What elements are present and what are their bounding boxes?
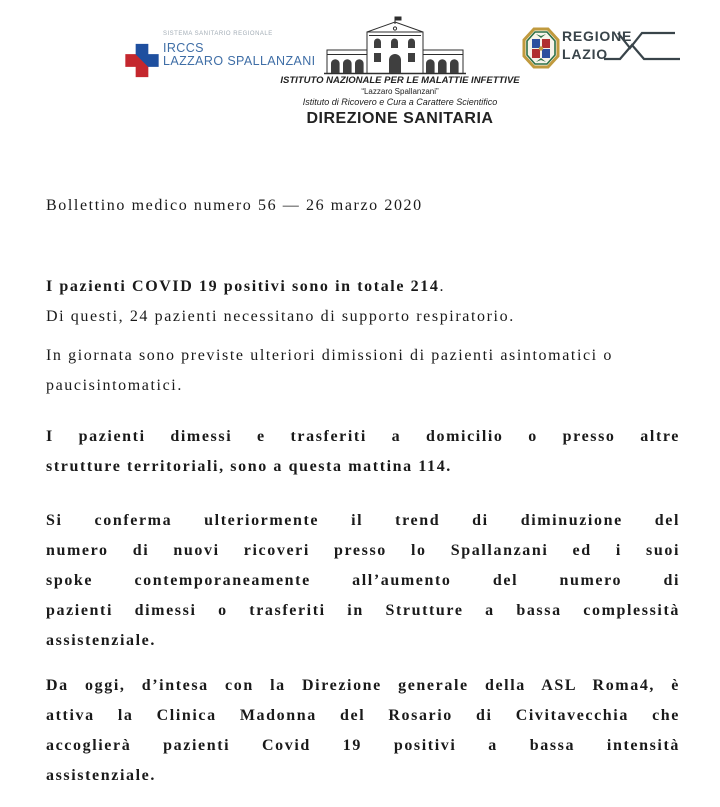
- text-line: [46, 272, 680, 302]
- text-line: assistenziale.: [46, 767, 156, 784]
- text-line: assistenziale.: [46, 632, 156, 649]
- institute-titles: [280, 75, 520, 128]
- direzione-sanitaria-label: DIREZIONE SANITARIA: [306, 110, 494, 127]
- text-line: Si conferma ulteriormente il trend di diminuzione del: [46, 512, 680, 529]
- text-line: strutture territoriali, sono a questa mattina 114.: [46, 458, 452, 475]
- irccs-cross-icon: [122, 40, 162, 81]
- text-line: attiva la Clinica Madonna del Rosario di Civitavecchia che: [46, 707, 680, 724]
- bulletin-title: Bollettino medico numero 56 — 26 marzo 2020: [46, 197, 423, 214]
- text-line: I pazienti dimessi e trasferiti a domicilio o presso altre: [46, 428, 680, 445]
- institute-name: ISTITUTO NAZIONALE PER LE MALATTIE INFETTIVE: [280, 75, 520, 86]
- paragraph-total-positives: [46, 272, 680, 332]
- text-line: paucisintomatici.: [46, 377, 183, 394]
- paragraph-clinica: [46, 671, 680, 791]
- text-line: Da oggi, d’intesa con la Direzione generale della ASL Roma4, è: [46, 677, 680, 694]
- lazio-lines-icon: [562, 28, 688, 64]
- text-line: In giornata sono previste ulteriori dimissioni di pazienti asintomatici o: [46, 347, 613, 364]
- lazio-label: LAZIO: [562, 46, 608, 62]
- bold-statement: I pazienti COVID 19 positivi sono in totale 214: [46, 278, 440, 295]
- text-line: spoke contemporaneamente all’aumento del numero di: [46, 572, 680, 589]
- text-line: pazienti dimessi o trasferiti in Strutture a bassa complessità: [46, 602, 680, 619]
- institute-building-icon: [322, 16, 468, 76]
- text-line: Di questi, 24 pazienti necessitano di supporto respiratorio.: [46, 308, 515, 325]
- text-line: numero di nuovi ricoveri presso lo Spallanzani ed i suoi: [46, 542, 680, 559]
- statement-period: .: [439, 278, 446, 295]
- institute-subtitle: “Lazzaro Spallanzani”: [361, 87, 439, 96]
- lazio-emblem-icon: [522, 27, 560, 69]
- regional-health-caption: SISTEMA SANITARIO REGIONALE: [163, 31, 273, 37]
- irccs-label: IRCCS: [163, 41, 204, 55]
- paragraph-discharged: [46, 422, 680, 482]
- paragraph-dismissions: [46, 341, 680, 401]
- regione-label: REGIONE: [562, 28, 633, 44]
- institute-type: Istituto di Ricovero e Cura a Carattere Scientifico: [302, 97, 498, 107]
- text-line: accoglierà pazienti Covid 19 positivi a bassa intensità: [46, 737, 680, 754]
- spallanzani-label: LAZZARO SPALLANZANI: [163, 54, 316, 68]
- paragraph-trend: [46, 506, 680, 656]
